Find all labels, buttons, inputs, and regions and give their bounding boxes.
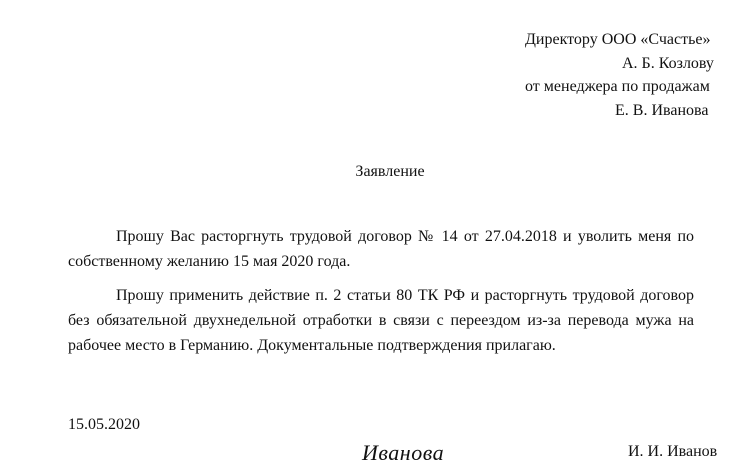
paragraph-line-text: Прошу Вас расторгнуть трудовой договор № 14 от 27.04.2018 и уволить меня по [116,228,694,245]
paragraph-termination-request [68,224,694,274]
paragraph-line: без обязательной двухнедельной отработки в связи с переездом из-за перевода мужа на [68,312,694,329]
sender-line-position: от менеджера по продажам [525,78,710,95]
paragraph-line [68,283,694,308]
document-date: 15.05.2020 [68,416,140,433]
document-title: Заявление [355,163,425,180]
addressee-line-name: А. Б. Козлову [622,54,714,72]
paragraph-line [68,224,694,249]
sender-line-name: Е. В. Иванова [615,101,709,119]
paragraph-no-notice-request [68,283,694,358]
signer-name: И. И. Иванов [628,443,718,460]
paragraph-line-text: Прошу применить действие п. 2 статьи 80 ТК РФ и расторгнуть трудовой договор [116,287,694,304]
paragraph-line: собственному желанию 15 мая 2020 года. [68,253,351,270]
handwritten-signature: Иванова [362,440,445,465]
addressee-header [525,28,725,122]
paragraph-line: рабочее место в Германию. Документальные подтверждения прилагаю. [68,337,556,354]
addressee-line-director: Директору ООО «Счастье» [525,31,711,48]
